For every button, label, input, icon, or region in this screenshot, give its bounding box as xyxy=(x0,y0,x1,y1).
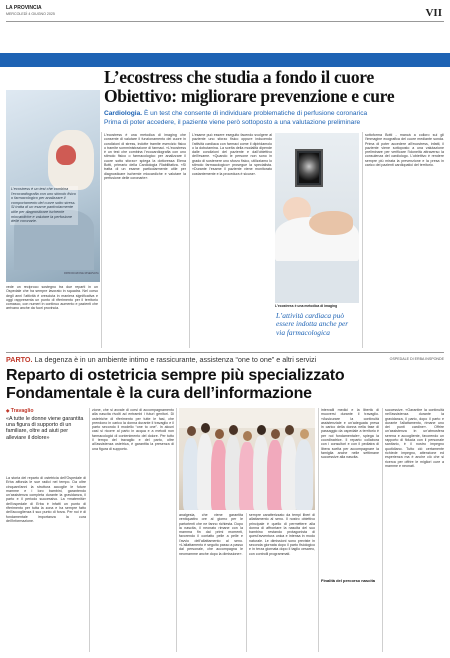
kicker-text: La degenza è in un ambiente intimo e rassicurante, assistenza “one to one” e altri servizi xyxy=(34,356,317,364)
pull-quote: L’attività cardiaca può essere indotta anche per via farmacologica xyxy=(276,311,349,337)
sidebar-title: ◆ Travaglio xyxy=(6,408,34,414)
article1-subhead xyxy=(104,110,444,118)
sidebar-quote: «A tutte le donne viene garantita una figura di supporto di un familiare, oltre ad aiuti per alleviare il dolore» xyxy=(6,416,84,441)
staff-group-photo xyxy=(179,408,315,510)
subhead-line-1: È un test che consente di individuare problematiche di perfusione coronarica xyxy=(143,110,368,117)
triangle-icon: ◆ xyxy=(6,408,11,413)
photo-credit: RIPRODUZIONE RISERVATA xyxy=(64,272,99,275)
article1-col-3: L’esame può essere eseguito facendo svolgere al paziente uno sforzo fisico oppure inducendo l’attività cardiaca con farmaci come il dipiridamolo o la dobutamina. La scelta della modalità dipende dalle condizioni del paziente e dall’obiettivo dell’esame. «Quando le persone non sono in grado di sostenere uno sforzo fisico, utilizziamo lo stimolo farmacologico» prosegue la specialista. «Durante l’esame il paziente viene monitorato costantemente e la procedura è sicura». xyxy=(192,133,272,176)
article1-headline-2: Obiettivo: migliorare prevenzione e cure xyxy=(104,86,395,106)
article2-col-5-text: intervalli medici e la libertà di muoversi durante il travaglio. «Assicurare la continuità assistenziale e un’adeguata presa in carico della donna nella fase di passaggio da ospedale a territorio è per noi fondamentale», spiega la coordinatrice. Il reparto collabora con i consultori e con il pediatra di libera scelta per accompagnare la famiglia anche nelle settimane successive alla nascita. xyxy=(321,408,379,460)
kicker-place: PARTO. xyxy=(6,356,33,364)
article2-headline-2: Fondamentale è la cura dell’informazione xyxy=(6,385,312,402)
article2-col-1: La storia del reparto di ostetricia dell’Ospedale di Erba affonda le sue radici nel tempo. Da oltre cinquant’anni la struttura accoglie le future mamme e i loro bambini, garantendo un’assistenza completa durante la gravidanza, il parto e il periodo successivo. La «maternità» dell’ospedale di Erba è infatti un punto di riferimento per tutta la zona e ha sempre fatto dell’accoglienza il suo punto di forza. Per noi è di fondamentale importanza la cura dell’informazione. xyxy=(6,476,86,523)
image-caption: L’ecostress è una metodica di imaging xyxy=(275,304,338,308)
article2-col-2: zione, che si avvale di corsi di accompagnamento alla nascita rivolti ad entrambi i futuri genitori. Di ostetriche di riferimento per tutte le fasi, che prendono in carico la donna durante il travaglio e il parto secondo il modello “one to one”. In alcuni casi si ricorre al parto in acqua e a metodi non farmacologici di contenimento del dolore. Per tutto il tempo del travaglio e del parto, oltre all’assistenza ostetrica, è garantita la presenza di una figura di supporto. xyxy=(92,408,174,451)
article2-headline-1: Reparto di ostetricia sempre più specializzato xyxy=(6,367,345,384)
photo-caption: L’ecostress è un test che combina l’ecocardiografia con uno stimolo fisico o farmacologico per analizzare il comportamento del cuore sotto stress. Si tratta di un esame particolarmente utile per diagnosticare ischemie miocardiche e valutare la perfusione delle coronarie. xyxy=(11,187,77,224)
article1-subhead-2: Prima di poter accedere, il paziente viene però sottoposto a una valutazione preliminare xyxy=(104,119,361,126)
sidebar-box xyxy=(6,408,88,486)
paper-name: LA PROVINCIA xyxy=(6,5,42,11)
article1-col-1: vede un reciproco sostegno tra due reparti in un Ospedale che ha sempre lavorato in squadra. Nel corso degli anni l’attività è cresciuta in maniera significativa e oggi rappresenta un punto di riferimento per il territorio comasco, con numeri in continuo aumento e pazienti che arrivano anche da fuori provincia. xyxy=(6,285,98,311)
col5-heading: Finalità del percorso nascita xyxy=(321,578,376,583)
article-divider xyxy=(6,352,444,353)
article2-kicker xyxy=(6,356,366,365)
article2-col-3: analgesia, che viene garantita ventiquattro ore al giorno per le partorienti che ne fanno richiesta. Dopo la nascita, il neonato rimane con la mamma fin dai primi momenti, favorendo il contatto pelle a pelle e l’avvio dell’allattamento al seno. «L’allattamento è seguito passo a passo dal personale, che accompagna le neomamme anche dopo la dimissione». xyxy=(179,513,243,556)
section-label: Cardiologia. xyxy=(104,110,143,117)
article2-col-6: successive. «Garantire la continuità nell’assistenza durante la gravidanza, il parto, dopo il parto e durante l’allattamento, rimane uno dei punti cardine». Offrire un’assistenza in un’atmosfera serena e accogliente, favorendo un rapporto di fiducia con il personale sanitario, è il nostro impegno quotidiano. Tutto ciò certamente richiede impegno, attenzione ed esperienza ma è anche ciò che si ricerca per offrire le migliori cure a mamme e neonati. xyxy=(385,408,444,468)
masthead-rule xyxy=(6,21,444,22)
hospital-tag: OSPEDALE DI ERBA INSPONDE xyxy=(389,357,444,361)
page-number: VII xyxy=(425,7,442,19)
article2-col-5 xyxy=(321,408,379,652)
ultrasound-photo xyxy=(275,133,359,303)
article1-headline-1: L’ecostress che studia a fondo il cuore xyxy=(104,67,374,87)
article1-col-2: L’ecostress è una metodica di imaging che consente di valutare il funzionamento del cuore in condizioni di stress, indotte tramite esercizio fisico o tramite somministrazione di farmaci. «L’ecostress è un test che combina l’ecocardiografia con uno stimolo fisico o farmacologico per analizzare il cuore sotto sforzo» spiega la dottoressa Elena Botti, primario della Cardiologia Riabilitativa. «Si tratta di un esame particolarmente utile per diagnosticare ischemie miocardiche e valutare la perfusione delle coronarie». xyxy=(104,133,186,180)
article1-col-5: sottoforma Botti - mancà a colloro sui gli l’immagine ecografica del cuore mediante sonda. Prima di poter accedere all’ecostress, infatti, il paziente viene sottoposto a una valutazione preliminare per verificare l’idoneità attraverso la consulenza del cardiologo. L’obiettivo è rendere sempre più mirata la prevenzione e la presa in carico dei pazienti cardiopatici del territorio. xyxy=(365,133,444,168)
page-date: MERCOLEDÌ 4 GIUGNO 2025 xyxy=(6,12,55,16)
article2-col-4: sempre caratterizzato da tempi liberi di allattamento al seno. Il nostro obiettivo principale è quello di permettere alla donna di affrontare la nascita del suo bambino restando protagonista di quest’avventura unica e intensa in modo naturale. Le dimissioni sono previste in seconda giornata dopo il parto fisiologico e in terza giornata dopo il taglio cesareo, con controlli programmati. xyxy=(249,513,315,556)
section-banner xyxy=(0,53,450,67)
ecostress-photo xyxy=(6,90,100,282)
